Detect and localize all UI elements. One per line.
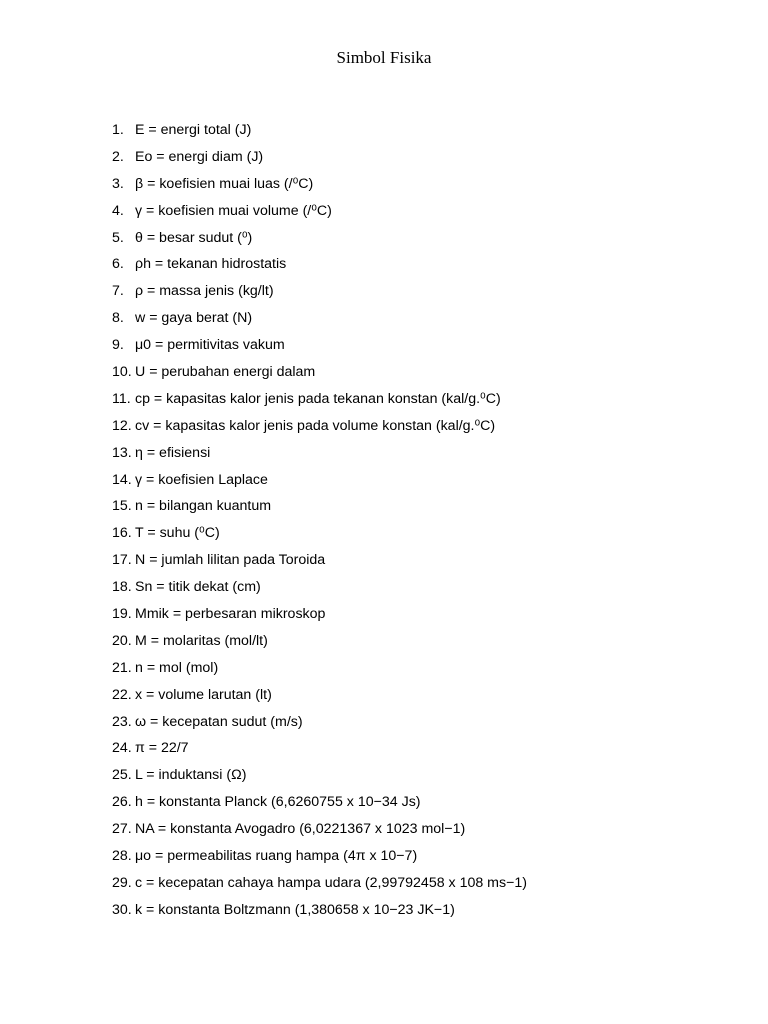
list-item-number: 23.: [112, 713, 132, 730]
list-item-number: 5.: [112, 229, 124, 246]
list-item-text: h = konstanta Planck (6,6260755 x 10−34 Js): [135, 794, 421, 811]
list-item-text: E = energi total (J): [135, 122, 252, 138]
list-item: [112, 762, 527, 789]
list-item-number: 21.: [112, 659, 132, 676]
list-item-text: n = bilangan kuantum: [135, 498, 272, 515]
list-item-text: μo = permeabilitas ruang hampa (4π x 10−7): [135, 848, 418, 865]
list-item-number: 22.: [112, 686, 132, 703]
list-item: [112, 117, 527, 144]
list-item: [112, 493, 527, 520]
list-item-number: 3.: [112, 175, 124, 192]
list-item-number: 13.: [112, 444, 132, 461]
list-item: [112, 467, 527, 494]
list-item-text: ρ = massa jenis (kg/lt): [135, 283, 274, 300]
list-item-text: θ = besar sudut (⁰): [135, 229, 253, 246]
list-item: [112, 225, 527, 252]
list-item-number: 2.: [112, 148, 124, 165]
list-item-number: 15.: [112, 498, 132, 515]
list-item-text: ω = kecepatan sudut (m/s): [135, 713, 303, 730]
list-item-number: 18.: [112, 579, 132, 596]
list-item-number: 16.: [112, 525, 132, 542]
list-item: [112, 843, 527, 870]
list-item: [112, 305, 527, 332]
list-item-text: β = koefisien muai luas (/⁰C): [135, 175, 314, 192]
list-item-text: γ = koefisien Laplace: [135, 471, 268, 488]
document-title: Simbol Fisika: [336, 48, 432, 67]
list-item: [112, 601, 527, 628]
list-item-number: 6.: [112, 256, 124, 273]
list-item-number: 28.: [112, 848, 132, 865]
list-item-number: 29.: [112, 874, 132, 891]
list-item-text: M = molaritas (mol/lt): [135, 632, 268, 649]
list-item-number: 25.: [112, 767, 132, 784]
symbol-list: [112, 117, 527, 924]
list-item-number: 26.: [112, 794, 132, 811]
list-item-text: Mmik = perbesaran mikroskop: [135, 606, 326, 623]
list-item: [112, 870, 527, 897]
list-item-text: w = gaya berat (N): [135, 310, 253, 327]
list-item-text: cv = kapasitas kalor jenis pada volume konstan (kal/g.⁰C): [135, 417, 496, 434]
list-item-number: 8.: [112, 310, 124, 327]
list-item-number: 1.: [112, 122, 124, 138]
list-item-text: U = perubahan energi dalam: [135, 364, 316, 381]
list-item: [112, 709, 527, 736]
list-item-number: 24.: [112, 740, 132, 757]
list-item-number: 20.: [112, 632, 132, 649]
list-item: [112, 278, 527, 305]
list-item: [112, 628, 527, 655]
list-item-text: k = konstanta Boltzmann (1,380658 x 10−23 JK−1): [135, 901, 455, 918]
list-item: [112, 547, 527, 574]
list-item-text: ρh = tekanan hidrostatis: [135, 256, 287, 273]
list-item-number: 7.: [112, 283, 124, 300]
list-item-text: n = mol (mol): [135, 659, 219, 676]
list-item-number: 19.: [112, 606, 132, 623]
list-item: [112, 440, 527, 467]
list-item-text: Sn = titik dekat (cm): [135, 579, 261, 596]
list-item: [112, 574, 527, 601]
list-item: [112, 655, 527, 682]
list-item: [112, 251, 527, 278]
list-item: [112, 171, 527, 198]
list-item-number: 30.: [112, 901, 132, 918]
list-item: [112, 897, 527, 924]
list-item-number: 9.: [112, 337, 124, 354]
list-item-text: N = jumlah lilitan pada Toroida: [135, 552, 326, 569]
list-item-number: 27.: [112, 821, 132, 838]
list-item-text: γ = koefisien muai volume (/⁰C): [135, 202, 332, 219]
list-item-number: 14.: [112, 471, 132, 488]
list-item-text: π = 22/7: [135, 740, 189, 757]
list-item-text: NA = konstanta Avogadro (6,0221367 x 1023 mol−1): [135, 821, 466, 838]
list-item: [112, 735, 527, 762]
list-item-number: 11.: [112, 390, 131, 407]
list-item: [112, 789, 527, 816]
list-item: [112, 198, 527, 225]
list-item: [112, 359, 527, 386]
list-item: [112, 520, 527, 547]
list-item: [112, 332, 527, 359]
list-item-text: L = induktansi (Ω): [135, 767, 247, 784]
list-item-text: cp = kapasitas kalor jenis pada tekanan konstan (kal/g.⁰C): [135, 390, 501, 407]
list-item-number: 4.: [112, 202, 124, 219]
list-item-number: 17.: [112, 552, 132, 569]
list-item: [112, 386, 527, 413]
list-item-text: c = kecepatan cahaya hampa udara (2,99792458 x 108 ms−1): [135, 874, 527, 891]
list-item-text: μ0 = permitivitas vakum: [135, 337, 285, 354]
list-item-text: η = efisiensi: [135, 444, 211, 461]
list-item: [112, 413, 527, 440]
list-item-text: Eo = energi diam (J): [135, 148, 264, 165]
list-item: [112, 682, 527, 709]
list-item-text: T = suhu (⁰C): [135, 525, 220, 542]
list-item-text: x = volume larutan (lt): [135, 686, 272, 703]
list-item-number: 10.: [112, 364, 132, 381]
list-item: [112, 144, 527, 171]
list-item-number: 12.: [112, 417, 132, 434]
list-item: [112, 816, 527, 843]
